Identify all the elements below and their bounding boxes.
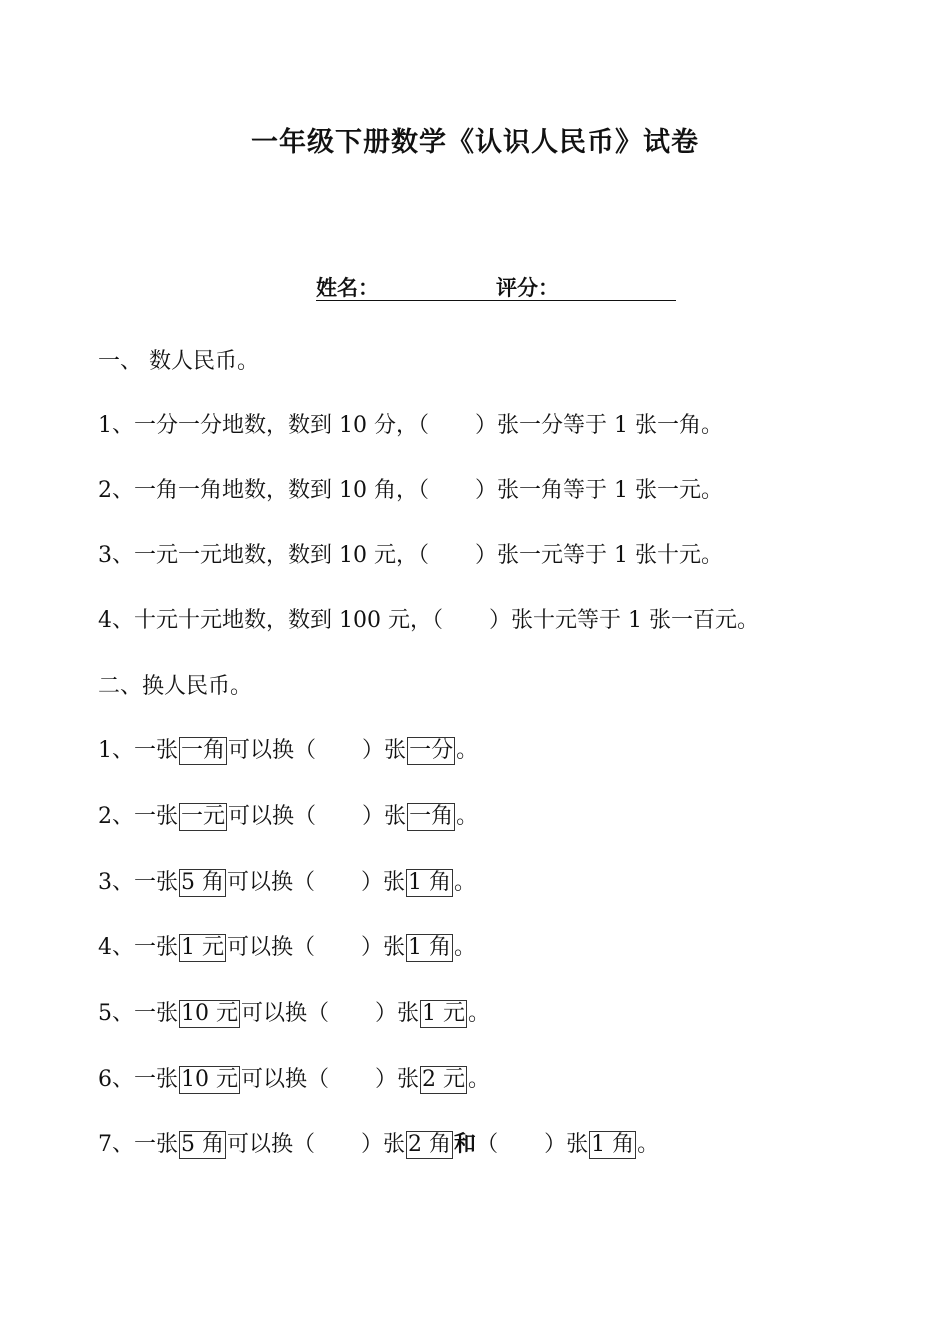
question-text: 。 (454, 870, 477, 895)
question-text: 一张 (134, 1132, 179, 1157)
currency-box-from: 5 角 (181, 1132, 225, 1157)
question-2-1 (98, 735, 478, 767)
question-text: ）张 (361, 1132, 406, 1157)
question-text: 可以换（ (227, 870, 316, 895)
question-text: 可以换（ (241, 1067, 330, 1092)
question-1-3 (98, 540, 723, 572)
question-text: 一张 (134, 1001, 179, 1026)
question-number: 7、 (98, 1132, 134, 1157)
section1-heading: 一、 数人民币。 (98, 349, 259, 374)
question-number: 1、 (98, 413, 134, 438)
question-2-3 (98, 867, 476, 899)
question-number: 3、 (98, 543, 134, 568)
name-label: 姓名： (316, 276, 379, 300)
question-text: 。 (637, 1132, 660, 1157)
question-text: 一张 (134, 804, 179, 829)
question-text: 一张 (134, 870, 179, 895)
question-2-4 (98, 932, 476, 964)
question-number: 6、 (98, 1067, 134, 1092)
currency-box-to-2: 1 角 (591, 1132, 635, 1157)
question-number: 5、 (98, 1001, 134, 1026)
question-text: ）张 (362, 804, 407, 829)
question-number: 2、 (98, 478, 134, 503)
question-number: 2、 (98, 804, 134, 829)
currency-box-from: 一角 (181, 738, 226, 763)
question-1-1 (98, 410, 723, 442)
question-text: ）张 (375, 1001, 420, 1026)
question-2-5 (98, 998, 490, 1030)
question-text: 可以换（ (227, 1132, 316, 1157)
currency-box-to: 2 元 (422, 1067, 466, 1092)
question-text: 一张 (134, 935, 179, 960)
currency-box-to: 1 角 (408, 870, 452, 895)
page-title: 一年级下册数学《认识人民币》试卷 (251, 127, 699, 158)
question-1-4 (98, 605, 759, 637)
question-number: 3、 (98, 870, 134, 895)
question-text: 。 (454, 935, 477, 960)
question-text: 可以换（ (228, 738, 317, 763)
question-text: ）张 (362, 738, 407, 763)
question-1-2 (98, 475, 723, 507)
question-text: 十元十元地数，数到 100 元，（ (134, 608, 443, 633)
currency-box-from: 一元 (181, 804, 226, 829)
currency-box-from: 1 元 (181, 935, 225, 960)
question-text: ）张一元等于 1 张十元。 (474, 543, 723, 568)
question-text: ）张一角等于 1 张一元。 (474, 478, 723, 503)
section2-heading: 二、换人民币。 (98, 674, 253, 699)
currency-box-to: 1 角 (408, 935, 452, 960)
question-text: 一张 (134, 1067, 179, 1092)
question-number: 4、 (98, 608, 134, 633)
question-text: （ (476, 1132, 499, 1157)
question-text: 可以换（ (241, 1001, 330, 1026)
score-label: 评分： (496, 276, 559, 300)
question-text: 一分一分地数，数到 10 分，（ (134, 413, 429, 438)
question-number: 4、 (98, 935, 134, 960)
question-number: 1、 (98, 738, 134, 763)
question-text: ）张 (544, 1132, 589, 1157)
question-text: 可以换（ (227, 935, 316, 960)
question-text: 。 (468, 1001, 491, 1026)
currency-box-to: 一分 (409, 738, 454, 763)
question-text: 一元一元地数，数到 10 元，（ (134, 543, 429, 568)
currency-box-to: 1 元 (422, 1001, 466, 1026)
question-text: ）张一分等于 1 张一角。 (474, 413, 723, 438)
question-text: 一张 (134, 738, 179, 763)
question-text: 可以换（ (228, 804, 317, 829)
currency-box-to: 2 角 (408, 1132, 452, 1157)
question-2-6 (98, 1064, 490, 1096)
question-text: ）张 (361, 935, 406, 960)
question-text: 。 (456, 738, 479, 763)
question-text: ）张十元等于 1 张一百元。 (488, 608, 759, 633)
currency-box-to: 一角 (409, 804, 454, 829)
question-text: ）张 (375, 1067, 420, 1092)
question-text: 。 (456, 804, 479, 829)
question-2-2 (98, 801, 478, 833)
student-info-line (316, 270, 676, 301)
currency-box-from: 5 角 (181, 870, 225, 895)
currency-box-from: 10 元 (181, 1001, 239, 1026)
question-2-7 (98, 1129, 659, 1161)
conjunction-text: 和 (454, 1132, 477, 1157)
question-text: 。 (468, 1067, 491, 1092)
question-text: ）张 (361, 870, 406, 895)
currency-box-from: 10 元 (181, 1067, 239, 1092)
question-text: 一角一角地数，数到 10 角，（ (134, 478, 429, 503)
